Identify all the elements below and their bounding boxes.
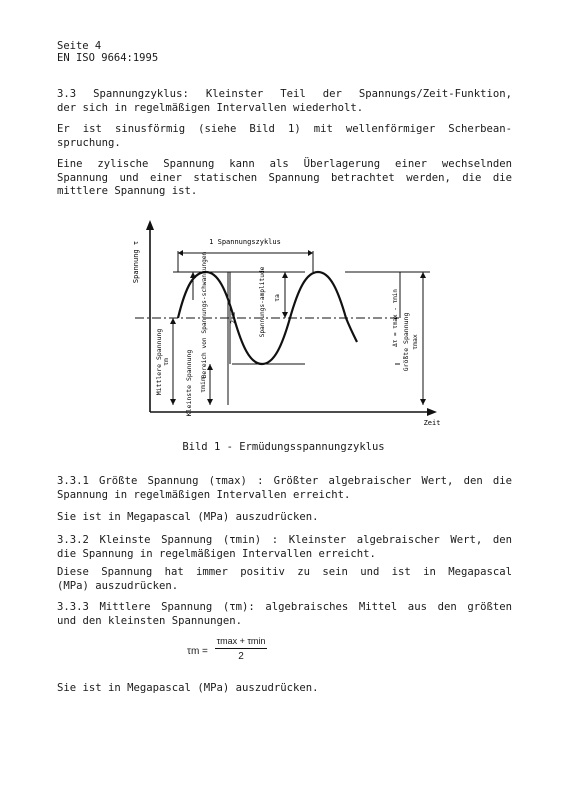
- amplitude-label: Spannungs-amplitude: [259, 266, 266, 338]
- text-line: Eine zylische Spannung kann als Überlagerung einer wechselnden: [57, 158, 512, 170]
- text-line: Spannung und einer statischen Spannung betrachtet werden, die die: [57, 171, 512, 184]
- section-3-3-2-definition: [57, 534, 512, 561]
- standard-number: EN ISO 9664:1995: [57, 52, 159, 64]
- y-axis-arrow-icon: [146, 220, 154, 230]
- mean-stress-symbol: τm: [162, 358, 170, 366]
- section-3-3-1-definition: [57, 475, 512, 502]
- fraction-bar: [215, 648, 267, 649]
- text-line: 3.3.1 Größte Spannung (τmax) : Größter algebraischer Wert, den die: [57, 475, 512, 487]
- x-axis-label: Zeit: [423, 419, 441, 427]
- range-label: Bereich von Spannungs-schwankungen: [201, 251, 208, 379]
- text-line: die Spannung in regelmäßigen Intervallen erreicht.: [57, 547, 376, 560]
- formula-lhs: τm =: [187, 646, 208, 657]
- text-line: spruchung.: [57, 136, 121, 149]
- formula-denominator: 2: [238, 651, 244, 662]
- mean-stress-label: Mittlere Spannung: [155, 328, 163, 396]
- section-3-3-3-unit: [57, 682, 512, 696]
- section-3-3-2-paragraph-2: [57, 566, 512, 593]
- text-line: und den kleinsten Spannungen.: [57, 614, 242, 627]
- text-line: der sich in regelmäßigen Intervallen wiederholt.: [57, 101, 364, 114]
- min-stress-symbol: τmin: [199, 377, 207, 393]
- section-3-3-paragraph-3: [57, 158, 512, 199]
- text-line: 3.3.3 Mittlere Spannung (τm): algebraisches Mittel aus den größten: [57, 601, 512, 613]
- formula-numerator: τmax + τmin: [216, 636, 266, 646]
- text-line: Er ist sinusförmig (siehe Bild 1) mit wellenförmiger Scherbean-: [57, 123, 512, 135]
- max-stress-label: Größte Spannung: [402, 312, 410, 372]
- text-line: Spannung in regelmäßigen Intervallen erreicht.: [57, 488, 351, 501]
- section-3-3-paragraph-2: [57, 123, 512, 150]
- max-stress-symbol: τmax: [411, 334, 419, 350]
- range-symbol: 2τa: [229, 312, 237, 324]
- amplitude-symbol: τa: [273, 294, 281, 302]
- cycle-label: 1 Spannungszyklus: [209, 238, 281, 246]
- x-axis-arrow-icon: [427, 408, 437, 416]
- text-line: 3.3 Spannungzyklus: Kleinster Teil der Spannungs/Zeit-Funktion,: [57, 88, 512, 100]
- stress-cycle-figure: [0, 215, 567, 445]
- text-line: Diese Spannung hat immer positiv zu sein und ist in Megapascal: [57, 566, 512, 578]
- page-number: Seite 4: [57, 40, 102, 52]
- text-line: (MPa) auszudrücken.: [57, 579, 179, 592]
- figure-caption: Bild 1 - Ermüdungsspannungzyklus: [182, 441, 385, 453]
- delta-label: Δτ = τmax - τmin: [392, 289, 399, 347]
- text-line: Sie ist in Megapascal (MPa) auszudrücken.: [57, 511, 319, 523]
- text-line: Sie ist in Megapascal (MPa) auszudrücken.: [57, 682, 319, 694]
- section-3-3-1-unit: [57, 511, 512, 525]
- section-3-3-3-definition: [57, 601, 512, 628]
- text-line: mittlere Spannung ist.: [57, 185, 198, 197]
- section-3-3-definition: [57, 88, 512, 115]
- text-line: 3.3.2 Kleinste Spannung (τmin) : Kleinster algebraischer Wert, den: [57, 534, 512, 546]
- min-stress-label: Kleinste Spannung: [185, 349, 193, 417]
- y-axis-label: Spannung τ: [132, 240, 140, 284]
